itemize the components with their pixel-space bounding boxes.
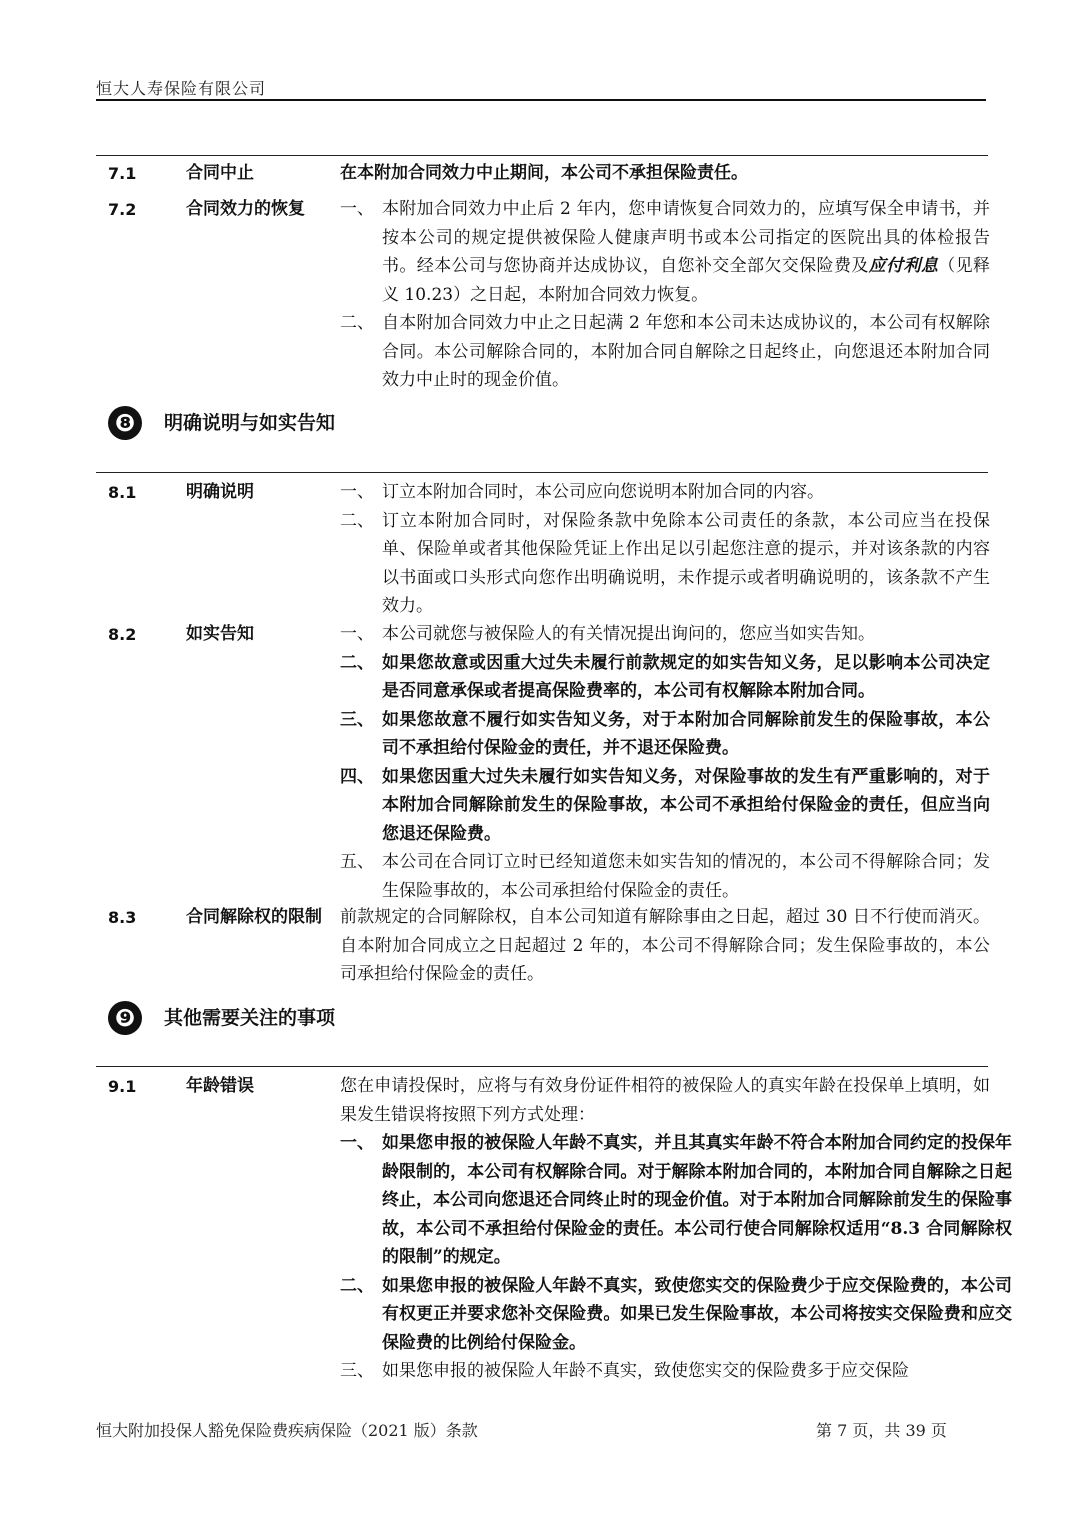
clause-number: 9.1 [108, 1077, 137, 1096]
clause-body [340, 195, 990, 395]
clause-number: 7.2 [108, 200, 137, 219]
item-text-continued: （见释义 10.23）之日起，本附加合同效力恢复。 [382, 256, 991, 305]
item-text: 自本附加合同效力中止之日起满 2 年您和本公司未达成协议的，本公司有权解除合同。本公司解除合同的，本附加合同自解除之日起终止，向您退还本附加合同效力中止时的现金价值。 [382, 313, 990, 390]
clause-text: 在本附加合同效力中止期间，本公司不承担保险责任。 [340, 163, 748, 183]
item-text: 如果您申报的被保险人年龄不真实，致使您实交的保险费多于应交保险 [382, 1361, 909, 1381]
clause-body [340, 1072, 1012, 1386]
footer-document-title: 恒大附加投保人豁免保险费疾病保险（2021 版）条款 [96, 1421, 478, 1440]
list-item [340, 195, 990, 309]
item-text: 如果您申报的被保险人年龄不真实，并且其真实年龄不符合本附加合同约定的投保年龄限制的，本公司有权解除合同。对于解除本附加合同的，本附加合同自解除之日起终止，本公司向您退还合同终止时的现金价值。对于本附加合同解除前发生的保险事故，本公司不承担给付保险金的责任。本公司行使合同解除权适用“8.3 合同解除权的限制”的规定。 [382, 1133, 1012, 1267]
section8-top-rule [96, 472, 988, 473]
clause-label: 年龄错误 [186, 1076, 254, 1096]
list-marker: 一、 [340, 624, 374, 644]
clause-number: 8.1 [108, 483, 137, 502]
list-item [340, 507, 990, 621]
section9-top-rule [96, 1066, 988, 1067]
clause-number: 8.3 [108, 908, 137, 927]
section7-top-rule [96, 155, 988, 156]
item-text: 本公司就您与被保险人的有关情况提出询问的，您应当如实告知。 [382, 624, 875, 644]
list-item [340, 478, 990, 507]
header-rule [96, 99, 986, 101]
list-marker: 四、 [340, 766, 374, 787]
list-marker: 五、 [340, 852, 374, 872]
list-item [340, 1272, 1012, 1358]
defined-term: 应付利息 [868, 256, 939, 276]
footer-page-number: 第 7 页，共 39 页 [816, 1421, 947, 1440]
item-text: 本附加合同效力中止后 2 年内，您申请恢复合同效力的，应填写保全申请书，并按本公司的规定提供被保险人健康声明书或本公司指定的医院出具的体检报告书。经本公司与您协商并达成协议，自您补交全部欠交保险费及 [382, 199, 990, 276]
list-item [340, 620, 990, 649]
list-item [340, 1357, 1012, 1386]
section-title: 明确说明与如实告知 [164, 412, 336, 434]
list-item [340, 848, 990, 905]
item-text: 如果您申报的被保险人年龄不真实，致使您实交的保险费少于应交保险费的，本公司有权更正并要求您补交保险费。如果已发生保险事故，本公司将按实交保险费和应交保险费的比例给付保险金。 [382, 1275, 1012, 1353]
circled-number-icon: ❾ [108, 1001, 142, 1035]
clause-text: 前款规定的合同解除权，自本公司知道有解除事由之日起，超过 30 日不行使而消灭。自本附加合同成立之日起超过 2 年的，本公司不得解除合同；发生保险事故的，本公司承担给付保险金的责任。 [340, 907, 990, 984]
item-text: 订立本附加合同时，本公司应向您说明本附加合同的内容。 [382, 482, 824, 502]
clause-label: 合同中止 [186, 163, 254, 183]
list-marker: 三、 [340, 1361, 374, 1381]
list-item [340, 649, 990, 706]
list-marker: 二、 [340, 510, 374, 531]
list-marker: 二、 [340, 1275, 374, 1296]
circled-number-icon: ❽ [108, 406, 142, 440]
item-text: 如果您故意或因重大过失未履行前款规定的如实告知义务，足以影响本公司决定是否同意承保或者提高保险费率的，本公司有权解除本附加合同。 [382, 652, 990, 701]
list-marker: 一、 [340, 199, 374, 219]
clause-label: 明确说明 [186, 482, 254, 502]
header-company-name: 恒大人寿保险有限公司 [96, 79, 267, 98]
section-title: 其他需要关注的事项 [164, 1007, 336, 1029]
list-marker: 二、 [340, 313, 374, 333]
clause-body [340, 620, 990, 905]
list-item [340, 1129, 1012, 1272]
clause-label: 如实告知 [186, 624, 254, 644]
list-item [340, 706, 990, 763]
clause-label: 合同效力的恢复 [186, 199, 305, 219]
clause-label: 合同解除权的限制 [186, 907, 322, 927]
clause-number: 7.1 [108, 164, 137, 183]
item-text: 如果您因重大过失未履行如实告知义务，对保险事故的发生有严重影响的，对于本附加合同解除前发生的保险事故，本公司不承担给付保险金的责任，但应当向您退还保险费。 [382, 766, 990, 844]
clause-number: 8.2 [108, 625, 137, 644]
list-marker: 二、 [340, 652, 374, 673]
list-marker: 一、 [340, 1133, 374, 1153]
clause-body [340, 478, 990, 621]
clause-intro: 您在申请投保时，应将与有效身份证件相符的被保险人的真实年龄在投保单上填明，如果发生错误将按照下列方式处理： [340, 1076, 990, 1125]
item-text: 订立本附加合同时，对保险条款中免除本公司责任的条款，本公司应当在投保单、保险单或者其他保险凭证上作出足以引起您注意的提示，并对该条款的内容以书面或口头形式向您作出明确说明，未作提示或者明确说明的，该条款不产生效力。 [382, 510, 990, 616]
list-marker: 三、 [340, 709, 374, 730]
item-text: 本公司在合同订立时已经知道您未如实告知的情况的，本公司不得解除合同；发生保险事故的，本公司承担给付保险金的责任。 [382, 852, 990, 901]
list-item [340, 763, 990, 849]
list-marker: 一、 [340, 482, 374, 502]
item-text: 如果您故意不履行如实告知义务，对于本附加合同解除前发生的保险事故，本公司不承担给付保险金的责任，并不退还保险费。 [382, 709, 990, 758]
list-item [340, 309, 990, 395]
